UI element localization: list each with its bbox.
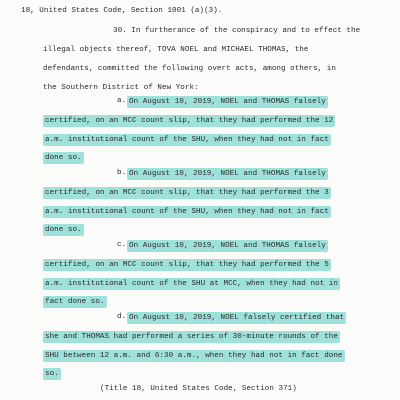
act-c-line-4: fact done so. — [45, 298, 105, 306]
act-d-line-2: she and THOMAS had performed a series of 30-minute rounds of the — [45, 333, 338, 341]
act-c-marker: c. — [117, 241, 127, 249]
act-c-line-2: certified, on an MCC count slip, that they had performed the 5 — [45, 261, 329, 269]
act-a-marker: a. — [117, 97, 127, 105]
act-a-line-1: On August 10, 2019, NOEL and THOMAS falsely — [129, 98, 326, 106]
act-b-line-2: certified, on an MCC count slip, that they had performed the 3 — [45, 189, 329, 197]
act-a-line-3: a.m. institutional count of the SHU, when they had not in fact — [45, 136, 329, 144]
act-b-marker: b. — [117, 169, 127, 177]
header-line: 18, United States Code, Section 1001 (a)(3). — [21, 7, 223, 15]
act-a-line-4: done so. — [45, 154, 82, 162]
citation-footer: (Title 18, United States Code, Section 371) — [100, 385, 297, 393]
act-b-line-3: a.m. institutional count of the SHU, when they had not in fact — [45, 208, 329, 216]
act-d-line-1: On August 10, 2019, NOEL falsely certified that — [129, 314, 345, 322]
paragraph-30-line-2: illegal objects thereof, TOVA NOEL and MICHAEL THOMAS, the — [43, 46, 309, 54]
act-b-line-4: done so. — [45, 226, 82, 234]
act-a-line-2: certified, on an MCC count slip, that they had performed the 12 — [45, 117, 334, 125]
paragraph-30-line-1: 30. In furtherance of the conspiracy and to effect the — [113, 27, 361, 35]
act-d-marker: d. — [117, 313, 127, 321]
paragraph-30-line-3: defendants, committed the following overt acts, among others, in — [43, 65, 336, 73]
paragraph-30-line-4: the Southern District of New York: — [43, 84, 199, 92]
act-c-line-1: On August 10, 2019, NOEL and THOMAS falsely — [129, 242, 326, 250]
act-c-line-3: a.m. institutional count of the SHU at MCC, when they had not in — [45, 280, 338, 288]
act-d-line-4: so. — [45, 370, 59, 378]
act-d-line-3: SHU between 12 a.m. and 6:30 a.m., when they had not in fact done — [45, 352, 343, 360]
act-b-line-1: On August 10, 2019, NOEL and THOMAS falsely — [129, 170, 326, 178]
